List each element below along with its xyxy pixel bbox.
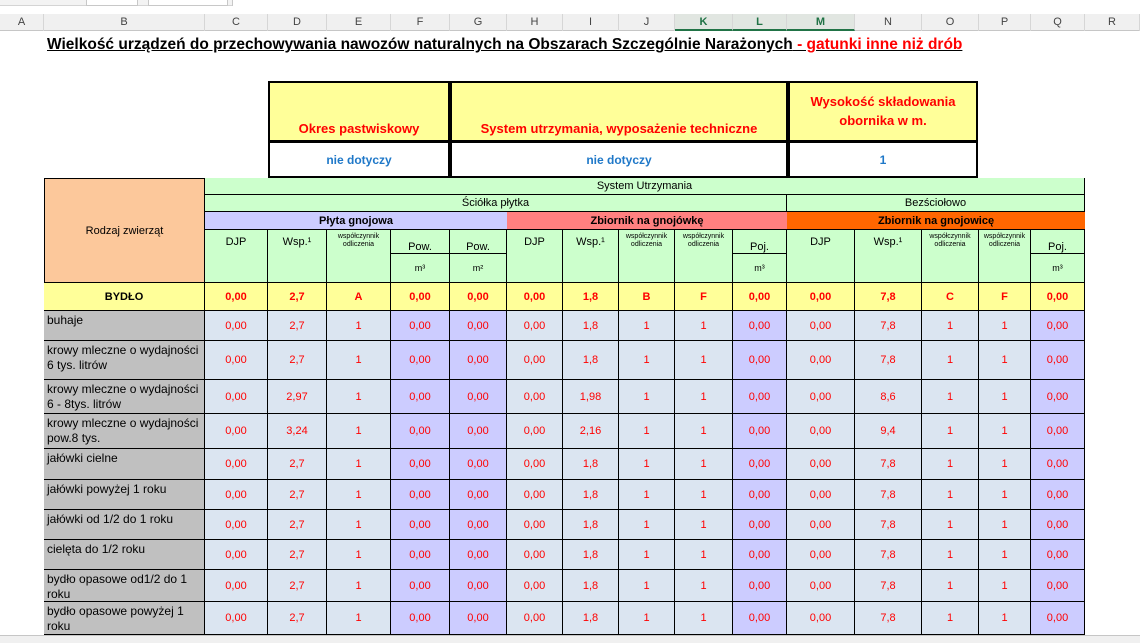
data-cell[interactable]: 1,8 <box>563 602 619 635</box>
data-cell[interactable]: 0,00 <box>1031 510 1085 540</box>
column-header-i[interactable]: I <box>563 14 619 31</box>
data-cell[interactable]: 0,00 <box>205 380 268 414</box>
data-cell[interactable]: 0,00 <box>391 341 450 380</box>
data-cell[interactable]: 0,00 <box>450 311 507 341</box>
data-cell[interactable]: 1,8 <box>563 540 619 570</box>
wysokosc-skladowania-value[interactable]: 1 <box>788 142 978 178</box>
data-cell[interactable]: 1 <box>619 414 675 449</box>
spreadsheet-grid <box>0 31 1140 635</box>
djp-header: DJP <box>205 230 268 283</box>
data-cell[interactable]: 2,7 <box>268 480 327 510</box>
data-cell[interactable]: 1 <box>922 540 979 570</box>
data-cell[interactable]: 0,00 <box>205 602 268 635</box>
bydlo-cell[interactable]: 1,8 <box>563 283 619 311</box>
wsp-header: Wsp.¹ <box>563 230 619 283</box>
bydlo-row-label: BYDŁO <box>44 283 205 311</box>
data-cell[interactable]: 0,00 <box>507 510 563 540</box>
data-cell[interactable]: 0,00 <box>1031 480 1085 510</box>
wspolczynnik-odliczenia-header: współczynnik odliczenia <box>922 230 979 283</box>
row-label-7[interactable]: jałówki od 1/2 do 1 roku <box>44 510 205 540</box>
data-cell[interactable]: 1 <box>619 570 675 602</box>
data-cell[interactable]: 1 <box>619 341 675 380</box>
data-cell[interactable]: 2,97 <box>268 380 327 414</box>
data-cell[interactable]: 1 <box>922 602 979 635</box>
bydlo-cell[interactable]: 7,8 <box>855 283 922 311</box>
column-header-m[interactable]: M <box>787 14 855 31</box>
pow-header: Pow. <box>391 230 450 254</box>
data-cell[interactable]: 0,00 <box>450 602 507 635</box>
data-cell[interactable]: 0,00 <box>787 341 855 380</box>
plyta-gnojowa-header: Płyta gnojowa <box>205 212 507 230</box>
data-cell[interactable]: 1 <box>327 449 391 480</box>
column-header-g[interactable]: G <box>450 14 507 31</box>
data-cell[interactable]: 1,8 <box>563 510 619 540</box>
row-label-8[interactable]: cielęta do 1/2 roku <box>44 540 205 570</box>
column-header-f[interactable]: F <box>391 14 450 31</box>
data-cell[interactable]: 0,00 <box>391 540 450 570</box>
data-cell[interactable]: 1 <box>675 341 733 380</box>
data-cell[interactable]: 0,00 <box>733 540 787 570</box>
data-cell[interactable]: 0,00 <box>205 540 268 570</box>
column-header-c[interactable]: C <box>205 14 268 31</box>
column-header-r[interactable]: R <box>1085 14 1140 31</box>
data-cell[interactable]: 0,00 <box>1031 341 1085 380</box>
data-cell[interactable]: 1 <box>922 449 979 480</box>
unit-m3-label: m³ <box>733 254 787 283</box>
data-cell[interactable]: 3,24 <box>268 414 327 449</box>
data-cell[interactable]: 2,7 <box>268 449 327 480</box>
wsp-header: Wsp.¹ <box>268 230 327 283</box>
data-cell[interactable]: 1 <box>619 311 675 341</box>
data-cell[interactable]: 1 <box>619 540 675 570</box>
row-label-9[interactable]: bydło opasowe od1/2 do 1 roku <box>44 570 205 602</box>
data-cell[interactable]: 1,98 <box>563 380 619 414</box>
data-cell[interactable]: 1 <box>979 414 1031 449</box>
data-cell[interactable]: 7,8 <box>855 540 922 570</box>
data-cell[interactable]: 0,00 <box>450 341 507 380</box>
data-cell[interactable]: 0,00 <box>733 449 787 480</box>
row-label-6[interactable]: jałówki powyżej 1 roku <box>44 480 205 510</box>
data-cell[interactable]: 0,00 <box>733 380 787 414</box>
data-cell[interactable]: 1 <box>619 380 675 414</box>
unit-m3-label: m³ <box>391 254 450 283</box>
column-header-d[interactable]: D <box>268 14 327 31</box>
data-cell[interactable]: 0,00 <box>787 311 855 341</box>
poj-header: Poj. <box>733 230 787 254</box>
column-header-p[interactable]: P <box>979 14 1031 31</box>
data-cell[interactable]: 0,00 <box>450 510 507 540</box>
data-cell[interactable]: 0,00 <box>787 449 855 480</box>
data-cell[interactable]: 0,00 <box>205 510 268 540</box>
data-cell[interactable]: 1 <box>922 570 979 602</box>
data-cell[interactable]: 2,7 <box>268 570 327 602</box>
data-cell[interactable]: 2,7 <box>268 602 327 635</box>
column-header-n[interactable]: N <box>855 14 922 31</box>
column-header-h[interactable]: H <box>507 14 563 31</box>
bydlo-cell[interactable]: C <box>922 283 979 311</box>
data-cell[interactable]: 0,00 <box>733 311 787 341</box>
data-cell[interactable]: 0,00 <box>450 480 507 510</box>
data-cell[interactable]: 0,00 <box>205 449 268 480</box>
data-cell[interactable]: 1 <box>327 540 391 570</box>
bydlo-cell[interactable]: 0,00 <box>450 283 507 311</box>
data-cell[interactable]: 1 <box>675 540 733 570</box>
column-header-a[interactable]: A <box>0 14 44 31</box>
data-cell[interactable]: 1 <box>327 311 391 341</box>
djp-header: DJP <box>507 230 563 283</box>
unit-m3-label: m³ <box>1031 254 1085 283</box>
djp-header: DJP <box>787 230 855 283</box>
data-cell[interactable]: 0,00 <box>450 449 507 480</box>
data-cell[interactable]: 7,8 <box>855 311 922 341</box>
page-title <box>47 36 962 54</box>
data-cell[interactable]: 1 <box>327 341 391 380</box>
data-cell[interactable]: 1 <box>675 449 733 480</box>
data-cell[interactable]: 0,00 <box>450 380 507 414</box>
data-cell[interactable]: 0,00 <box>1031 311 1085 341</box>
data-cell[interactable]: 7,8 <box>855 510 922 540</box>
data-cell[interactable]: 0,00 <box>507 540 563 570</box>
data-cell[interactable]: 2,16 <box>563 414 619 449</box>
data-cell[interactable]: 0,00 <box>205 480 268 510</box>
bydlo-cell[interactable]: F <box>979 283 1031 311</box>
data-cell[interactable]: 0,00 <box>507 449 563 480</box>
data-cell[interactable]: 1 <box>675 510 733 540</box>
wspolczynnik-odliczenia-header: współczynnik odliczenia <box>327 230 391 283</box>
data-cell[interactable]: 2,7 <box>268 510 327 540</box>
data-cell[interactable]: 1 <box>979 540 1031 570</box>
wsp-header: Wsp.¹ <box>855 230 922 283</box>
column-header-b[interactable]: B <box>44 14 205 31</box>
data-cell[interactable]: 0,00 <box>205 414 268 449</box>
data-cell[interactable]: 0,00 <box>787 414 855 449</box>
title-suffix: - gatunki inne niż drób <box>792 36 963 53</box>
row-label-5[interactable]: jałówki cielne <box>44 449 205 480</box>
data-cell[interactable]: 1 <box>619 480 675 510</box>
data-cell[interactable]: 0,00 <box>507 341 563 380</box>
data-cell[interactable]: 0,00 <box>1031 540 1085 570</box>
wspolczynnik-odliczenia-header: współczynnik odliczenia <box>619 230 675 283</box>
bydlo-cell[interactable]: A <box>327 283 391 311</box>
bydlo-cell[interactable]: 0,00 <box>1031 283 1085 311</box>
system-utrzymania-value[interactable]: nie dotyczy <box>450 142 788 178</box>
data-cell[interactable]: 0,00 <box>391 311 450 341</box>
data-cell[interactable]: 0,00 <box>391 570 450 602</box>
data-cell[interactable]: 1,8 <box>563 480 619 510</box>
data-cell[interactable]: 0,00 <box>507 414 563 449</box>
bydlo-cell[interactable]: 0,00 <box>733 283 787 311</box>
data-cell[interactable]: 1 <box>979 449 1031 480</box>
data-cell[interactable]: 0,00 <box>205 341 268 380</box>
data-cell[interactable]: 2,7 <box>268 341 327 380</box>
data-cell[interactable]: 0,00 <box>733 570 787 602</box>
column-header-j[interactable]: J <box>619 14 675 31</box>
data-cell[interactable]: 1 <box>327 414 391 449</box>
data-cell[interactable]: 0,00 <box>733 414 787 449</box>
data-cell[interactable]: 0,00 <box>450 540 507 570</box>
data-cell[interactable]: 0,00 <box>507 311 563 341</box>
data-cell[interactable]: 0,00 <box>733 341 787 380</box>
row-label-10[interactable]: bydło opasowe powyżej 1 roku <box>44 602 205 635</box>
rodzaj-zwierzat-header: Rodzaj zwierząt <box>44 178 205 283</box>
bydlo-cell[interactable]: 2,7 <box>268 283 327 311</box>
data-cell[interactable]: 7,8 <box>855 449 922 480</box>
poj-header: Poj. <box>1031 230 1085 254</box>
data-cell[interactable]: 0,00 <box>507 380 563 414</box>
data-cell[interactable]: 1 <box>979 602 1031 635</box>
bydlo-cell[interactable]: B <box>619 283 675 311</box>
data-cell[interactable]: 0,00 <box>391 602 450 635</box>
data-cell[interactable]: 0,00 <box>787 570 855 602</box>
column-headers <box>0 14 1140 31</box>
data-cell[interactable]: 0,00 <box>1031 602 1085 635</box>
data-cell[interactable]: 0,00 <box>450 570 507 602</box>
pow-header: Pow. <box>450 230 507 254</box>
row-label-1[interactable]: buhaje <box>44 311 205 341</box>
data-cell[interactable]: 0,00 <box>391 510 450 540</box>
data-cell[interactable]: 1 <box>675 380 733 414</box>
sheet-tabs-strip <box>0 635 1140 643</box>
data-cell[interactable]: 1 <box>922 510 979 540</box>
data-cell[interactable]: 1,8 <box>563 570 619 602</box>
column-header-l[interactable]: L <box>733 14 787 31</box>
bydlo-cell[interactable]: 0,00 <box>391 283 450 311</box>
bydlo-cell[interactable]: 0,00 <box>507 283 563 311</box>
data-cell[interactable]: 1,8 <box>563 449 619 480</box>
data-cell[interactable]: 1 <box>327 510 391 540</box>
data-cell[interactable]: 0,00 <box>787 480 855 510</box>
formula-bar[interactable] <box>232 0 1140 6</box>
wspolczynnik-odliczenia-header: współczynnik odliczenia <box>675 230 733 283</box>
data-cell[interactable]: 0,00 <box>507 480 563 510</box>
data-cell[interactable]: 0,00 <box>507 602 563 635</box>
sciolka-plytka-header: Ściółka płytka <box>205 195 787 212</box>
data-cell[interactable]: 0,00 <box>507 570 563 602</box>
data-cell[interactable]: 0,00 <box>1031 380 1085 414</box>
data-cell[interactable]: 0,00 <box>391 380 450 414</box>
data-cell[interactable]: 0,00 <box>205 311 268 341</box>
zbiornik-gnojowka-header: Zbiornik na gnojówkę <box>507 212 787 230</box>
data-cell[interactable]: 1 <box>675 570 733 602</box>
zbiornik-gnojowica-header: Zbiornik na gnojowicę <box>787 212 1085 230</box>
system-utrzymania-label: System utrzymania, wyposażenie techniczne <box>450 81 788 142</box>
bydlo-cell[interactable]: 0,00 <box>205 283 268 311</box>
ribbon-strip <box>0 0 1140 6</box>
data-cell[interactable]: 1 <box>979 341 1031 380</box>
data-cell[interactable]: 2,7 <box>268 311 327 341</box>
bydlo-cell[interactable]: F <box>675 283 733 311</box>
data-cell[interactable]: 1 <box>922 480 979 510</box>
data-cell[interactable]: 1 <box>675 311 733 341</box>
toolbar-tab[interactable] <box>86 0 138 6</box>
data-cell[interactable]: 1 <box>675 414 733 449</box>
bydlo-cell[interactable]: 0,00 <box>787 283 855 311</box>
data-cell[interactable]: 1 <box>922 341 979 380</box>
column-header-o[interactable]: O <box>922 14 979 31</box>
data-cell[interactable]: 1 <box>675 602 733 635</box>
wspolczynnik-odliczenia-header: współczynnik odliczenia <box>979 230 1031 283</box>
data-cell[interactable]: 1 <box>327 570 391 602</box>
wysokosc-skladowania-label: Wysokość składowania obornika w m. <box>788 81 978 142</box>
data-cell[interactable]: 2,7 <box>268 540 327 570</box>
data-cell[interactable]: 1 <box>979 380 1031 414</box>
data-cell[interactable]: 1 <box>922 311 979 341</box>
data-cell[interactable]: 0,00 <box>787 540 855 570</box>
data-cell[interactable]: 0,00 <box>391 449 450 480</box>
data-cell[interactable]: 0,00 <box>733 510 787 540</box>
row-label-4[interactable]: krowy mleczne o wydajności pow.8 tys. <box>44 414 205 449</box>
data-cell[interactable]: 9,4 <box>855 414 922 449</box>
data-cell[interactable]: 0,00 <box>1031 414 1085 449</box>
data-cell[interactable]: 0,00 <box>1031 570 1085 602</box>
column-header-q[interactable]: Q <box>1031 14 1085 31</box>
data-cell[interactable]: 1 <box>979 510 1031 540</box>
data-cell[interactable]: 8,6 <box>855 380 922 414</box>
column-header-k[interactable]: K <box>675 14 733 31</box>
row-label-3[interactable]: krowy mleczne o wydajności 6 - 8tys. litrów <box>44 380 205 414</box>
data-cell[interactable]: 1 <box>979 311 1031 341</box>
toolbar-tab[interactable] <box>148 0 228 6</box>
data-cell[interactable]: 1 <box>619 449 675 480</box>
data-cell[interactable]: 0,00 <box>450 414 507 449</box>
data-cell[interactable]: 0,00 <box>391 480 450 510</box>
data-cell[interactable]: 7,8 <box>855 341 922 380</box>
data-cell[interactable]: 0,00 <box>787 380 855 414</box>
data-cell[interactable]: 1 <box>327 380 391 414</box>
data-cell[interactable]: 1 <box>922 414 979 449</box>
data-cell[interactable]: 0,00 <box>733 480 787 510</box>
data-cell[interactable]: 0,00 <box>733 602 787 635</box>
data-cell[interactable]: 1,8 <box>563 311 619 341</box>
data-cell[interactable]: 1 <box>327 480 391 510</box>
data-cell[interactable]: 7,8 <box>855 602 922 635</box>
bezsciolowo-header: Bezściołowo <box>787 195 1085 212</box>
data-cell[interactable]: 1 <box>619 602 675 635</box>
data-cell[interactable]: 0,00 <box>1031 449 1085 480</box>
data-cell[interactable]: 1,8 <box>563 341 619 380</box>
okres-pastwiskowy-label: Okres pastwiskowy <box>268 81 450 142</box>
data-cell[interactable]: 1 <box>675 480 733 510</box>
data-cell[interactable]: 0,00 <box>787 510 855 540</box>
data-cell[interactable]: 0,00 <box>205 570 268 602</box>
data-cell[interactable]: 1 <box>979 480 1031 510</box>
okres-pastwiskowy-value[interactable]: nie dotyczy <box>268 142 450 178</box>
data-cell[interactable]: 7,8 <box>855 570 922 602</box>
row-label-2[interactable]: krowy mleczne o wydajności 6 tys. litrów <box>44 341 205 380</box>
data-cell[interactable]: 1 <box>327 602 391 635</box>
data-cell[interactable]: 7,8 <box>855 480 922 510</box>
unit-m2-label: m² <box>450 254 507 283</box>
title-main: Wielkość urządzeń do przechowywania nawozów naturalnych na Obszarach Szczególnie Narażonych <box>47 36 793 53</box>
data-cell[interactable]: 1 <box>979 570 1031 602</box>
data-cell[interactable]: 0,00 <box>787 602 855 635</box>
system-utrzymania-header: System Utrzymania <box>205 178 1085 195</box>
data-cell[interactable]: 0,00 <box>391 414 450 449</box>
data-cell[interactable]: 1 <box>922 380 979 414</box>
column-header-e[interactable]: E <box>327 14 391 31</box>
data-cell[interactable]: 1 <box>619 510 675 540</box>
